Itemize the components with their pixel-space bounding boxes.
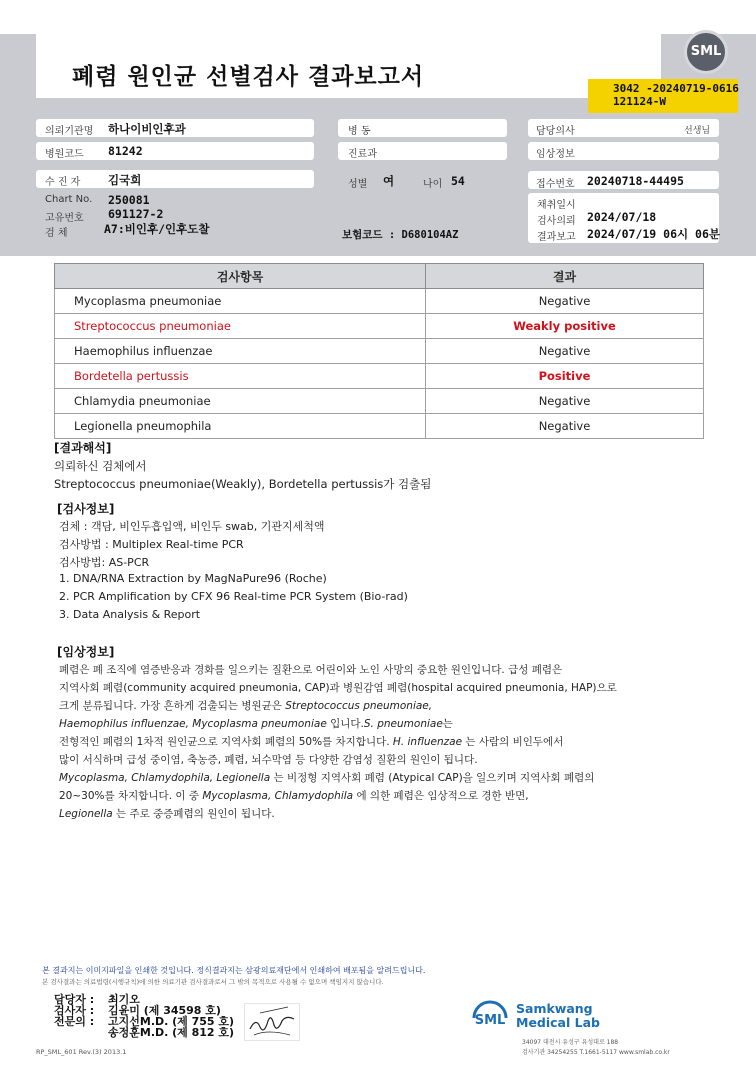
specimen-value: A7:비인후/인후도찰 [104,222,210,236]
clinical-line [59,806,275,821]
doctor-suffix: 선생님 [684,126,711,136]
specimen-label: 검 체 [45,228,68,239]
sex-value: 여 [383,174,395,188]
test-info-line: 1. DNA/RNA Extraction by MagNaPure96 (Roche) [59,572,327,585]
test-info-line: 검사방법: AS-PCR [59,556,150,569]
tester-label: 검사자 : [54,1004,95,1017]
barcode-line1: 3042 -20240719-0616 [613,82,739,95]
interpretation-line1: 의뢰하신 검체에서 [54,459,147,473]
col-item-header: 검사항목 [55,264,426,289]
clinical-line [59,770,594,785]
company-line2: Medical Lab [516,1015,600,1030]
item-result: Negative [426,339,704,364]
report-value: 2024/07/19 06시 06분 [587,227,720,241]
doctor-label: 담당의사 [536,126,575,137]
id-label: 고유번호 [45,213,84,224]
age-label: 나이 [423,179,443,190]
item-name: Streptococcus pneumoniae [55,314,426,339]
item-result: Positive [426,364,704,389]
samkwang-logo-text: SML [474,1013,506,1028]
results-table [54,263,704,439]
clinical-line [59,734,563,749]
interpretation-heading: [결과해석] [54,441,112,455]
item-result: Negative [426,389,704,414]
item-name: Chlamydia pneumoniae [55,389,426,414]
institution-label: 의뢰기관명 [45,126,94,137]
clinical-text: 전형적인 폐렴의 1차적 원인균으로 지역사회 폐렴의 50%를 차지합니다. [59,736,393,748]
barcode-number [613,82,739,108]
clinical-info-heading: [임상정보] [57,645,115,659]
company-address: 34097 대전시 유성구 유성대로 188 [522,1039,619,1046]
form-code: RP_SML_601 Rev.(3) 2013.1 [36,1048,127,1056]
table-row [55,414,704,439]
clinical-italic: Legionella [59,808,113,820]
hospital-code-label: 병원코드 [45,149,84,160]
request-value: 2024/07/18 [587,210,657,224]
patient-value: 김국희 [108,173,142,187]
signature-image [244,1003,300,1041]
report-label: 결과보고 [537,232,576,243]
clinical-text: 20~30%를 차지합니다. 이 중 [59,790,203,802]
test-info-line: 검사방법 : Multiplex Real-time PCR [59,538,244,551]
clinical-label: 임상정보 [536,149,575,160]
clinical-text: 는 사람의 비인두에서 [462,736,564,748]
chart-label: Chart No. [45,194,93,205]
sml-logo-icon: SML [684,30,728,74]
samkwang-logo-icon [470,996,510,1032]
chart-value: 250081 [108,193,150,207]
clinical-text: 는 주로 중증폐렴의 원인이 됩니다. [112,808,275,820]
clinical-italic: Mycoplasma, Chlamydophila [202,790,354,802]
manager-value: 최기오 [108,993,140,1006]
clinical-text: 는 [442,718,453,730]
item-name: Bordetella pertussis [55,364,426,389]
barcode-line2: 121124-W [613,95,666,108]
test-info-line: 2. PCR Amplification by CFX 96 Real-time PCR System (Bio-rad) [59,590,408,603]
clinical-italic: Haemophilus influenzae, Mycoplasma pneumoniae [59,718,327,730]
specialist-label: 전문의 : [54,1015,95,1028]
table-row [55,389,704,414]
clinical-line: 폐렴은 폐 조직에 염증반응과 경화를 일으키는 질환으로 어린이와 노인 사망의 중요한 원인입니다. 급성 폐렴은 [59,664,563,676]
specialist-value-2: 송정훈M.D. (제 812 호) [108,1026,235,1039]
manager-label: 담당자 : [54,993,95,1006]
footer-notice: 본 결과지는 이미지파일을 인쇄한 것입니다. 정식결과지는 삼광의료재단에서 인쇄하여 배포됨을 알려드립니다. [42,966,426,975]
item-name: Haemophilus influenzae [55,339,426,364]
tester-value: 김윤미 (제 34598 호) [108,1004,221,1017]
clinical-line: 지역사회 폐렴(community acquired pneumonia, CAP)과 병원감염 폐렴(hospital acquired pneumonia, HAP)으로 [59,682,617,694]
clinical-text: 는 비정형 지역사회 폐렴 (Atypical CAP)을 일으키며 지역사회 폐렴의 [270,772,595,784]
report-title: 폐렴 원인균 선별검사 결과보고서 [72,64,425,90]
interpretation-line2: Streptococcus pneumoniae(Weakly), Bordetella pertussis가 검출됨 [54,477,432,491]
company-name [516,1002,600,1030]
sex-label: 성별 [348,179,368,190]
table-row [55,339,704,364]
clinical-text: 입니다. [326,718,364,730]
company-contact: 검사기관 34254255 T.1661-5117 www.smlab.co.kr [522,1049,670,1056]
clinical-text: 크게 분류됩니다. 가장 흔하게 검출되는 병원균은 [59,700,286,712]
request-label: 검사의뢰 [537,216,576,227]
col-result-header: 결과 [426,264,704,289]
item-result: Weakly positive [426,314,704,339]
company-line1: Samkwang [516,1001,593,1016]
footer-disclaimer: 본 검사결과는 의료법령(시행규칙)에 의한 의료기관 검사결과로서 그 밖의 목적으로 사용될 수 없으며 책임지지 않습니다. [42,978,384,986]
item-name: Mycoplasma pneumoniae [55,289,426,314]
results-header-row [55,264,704,289]
header-top-strip [0,0,756,34]
receipt-value: 20240718-44495 [587,174,684,188]
collect-label: 채취일시 [537,200,576,211]
clinical-italic: S. pneumoniae [363,718,443,730]
clinical-line [59,788,529,803]
clinical-italic: Streptococcus pneumoniae, [285,700,433,712]
department-label: 진료과 [348,149,377,160]
clinical-line: 많이 서식하며 급성 중이염, 축농증, 폐렴, 뇌수막염 등 다양한 감염성 질환의 원인이 됩니다. [59,754,478,766]
table-row [55,314,704,339]
clinical-italic: Mycoplasma, Chlamydophila, Legionella [59,772,271,784]
patient-label: 수 진 자 [45,177,81,188]
clinical-text: 에 의한 폐렴은 임상적으로 경한 반면, [353,790,529,802]
item-result: Negative [426,414,704,439]
table-row [55,364,704,389]
test-info-line: 3. Data Analysis & Report [59,608,201,621]
specialist-value-1: 고지선M.D. (제 755 호) [108,1015,235,1028]
hospital-code-value: 81242 [108,144,143,158]
test-info-heading: [검사정보] [57,502,115,516]
test-info-line: 검체 : 객담, 비인두흡입액, 비인두 swab, 기관지세척액 [59,520,325,533]
table-row [55,289,704,314]
institution-value: 하나이비인후과 [108,122,186,136]
age-value: 54 [451,174,465,188]
clinical-italic: H. influenzae [392,736,463,748]
ward-label: 병 동 [348,126,371,137]
clinical-line [59,716,453,731]
receipt-label: 접수번호 [536,179,575,190]
id-value: 691127-2 [108,207,164,221]
item-name: Legionella pneumophila [55,414,426,439]
clinical-line [59,698,432,713]
item-result: Negative [426,289,704,314]
insurance-code: 보험코드 : D680104AZ [342,229,459,241]
